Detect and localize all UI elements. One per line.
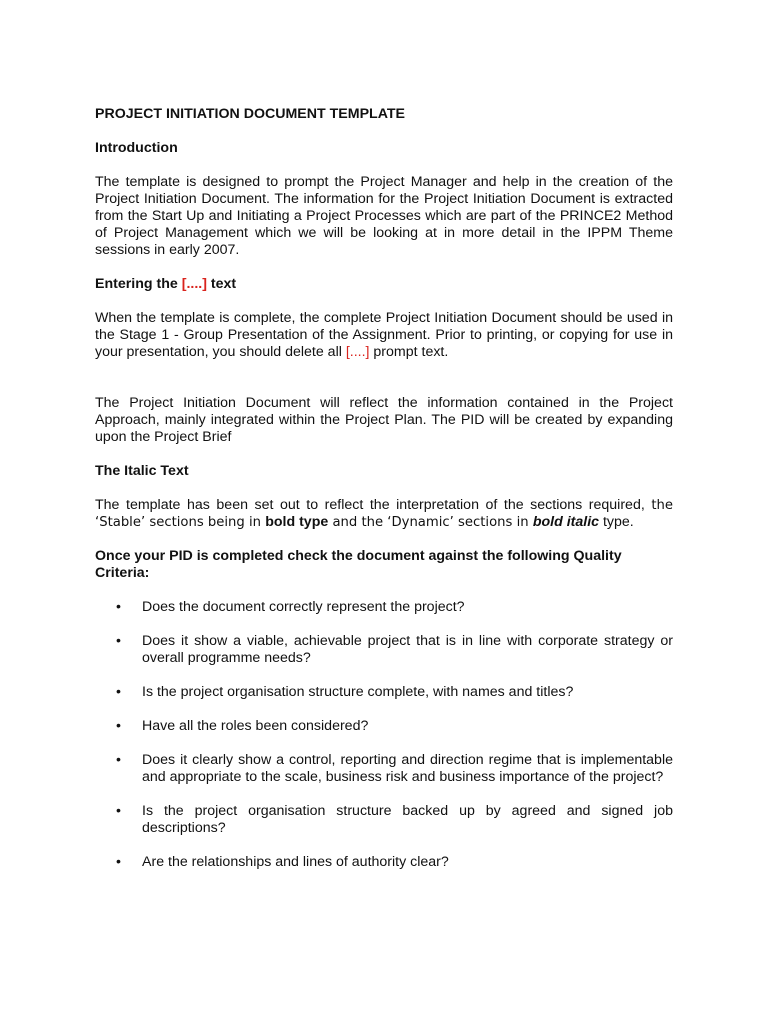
entering-paragraph-text: When the template is complete, the complete Project Initiation Document should be used in the Stage 1 - Group Presentation of the Assignment. Prior to printing, or copying for use in your presentation, you should delete all — [95, 310, 673, 360]
list-item — [95, 803, 673, 837]
entering-heading — [95, 276, 673, 293]
bullet-icon: • — [116, 599, 121, 615]
prompt-marker-inline: [....] — [345, 344, 370, 360]
list-item-text: Are the relationships and lines of authority clear? — [142, 854, 449, 870]
entering-paragraph-suffix: prompt text. — [369, 344, 449, 360]
list-item — [95, 599, 673, 616]
list-item-text: Does the document correctly represent the project? — [142, 599, 465, 615]
bullet-icon: • — [116, 718, 121, 734]
bullet-icon: • — [116, 633, 121, 649]
italic-text-heading: The Italic Text — [95, 463, 189, 479]
document-title: PROJECT INITIATION DOCUMENT TEMPLATE — [95, 106, 406, 122]
list-item-text: Have all the roles been considered? — [142, 718, 369, 734]
introduction-heading: Introduction — [95, 140, 178, 156]
list-item — [95, 752, 673, 786]
stable-text: the ‘Stable’ sections being in — [95, 498, 673, 530]
introduction-paragraph: The template is designed to prompt the Project Manager and help in the creation of the Project Initiation Document. The information for the Project Initiation Document is extracted from the Start Up and Initiating a Project Processes which are part of the PRINCE2 Method of Project Management which we will be looking at in more detail in the IPPM Theme sessions in early 2007. — [95, 174, 673, 258]
quality-criteria-heading: Once your PID is completed check the document against the following Quality Criteria: — [95, 548, 622, 581]
entering-paragraph — [95, 310, 673, 361]
dynamic-text: and the ‘Dynamic’ sections in — [328, 515, 533, 530]
italic-text-line1: The template has been set out to reflect the interpretation of the sections required, — [95, 497, 652, 513]
document-page — [95, 106, 673, 888]
list-item — [95, 633, 673, 667]
list-item — [95, 684, 673, 701]
prompt-marker: [....] — [181, 276, 207, 292]
list-item — [95, 718, 673, 735]
italic-text-suffix: type. — [599, 514, 634, 530]
bullet-icon: • — [116, 803, 121, 819]
bold-italic-label: bold italic — [532, 514, 600, 530]
list-item — [95, 854, 673, 871]
quality-criteria-list — [95, 599, 673, 871]
bold-type-label: bold type — [265, 514, 329, 530]
pid-paragraph: The Project Initiation Document will reflect the information contained in the Project Approach, mainly integrated within the Project Plan. The PID will be created by expanding upon the Project Brief — [95, 395, 673, 445]
bullet-icon: • — [116, 684, 121, 700]
list-item-text: Is the project organisation structure complete, with names and titles? — [142, 684, 574, 700]
list-item-text: Does it clearly show a control, reporting and direction regime that is implementable and appropriate to the scale, business risk and business importance of the project? — [142, 752, 673, 785]
entering-heading-suffix: text — [206, 276, 237, 292]
entering-heading-text: Entering the — [95, 276, 182, 292]
italic-text-paragraph — [95, 497, 673, 531]
bullet-icon: • — [116, 752, 121, 768]
list-item-text: Is the project organisation structure backed up by agreed and signed job descriptions? — [142, 803, 673, 836]
bullet-icon: • — [116, 854, 121, 870]
list-item-text: Does it show a viable, achievable project that is in line with corporate strategy or overall programme needs? — [142, 633, 673, 666]
